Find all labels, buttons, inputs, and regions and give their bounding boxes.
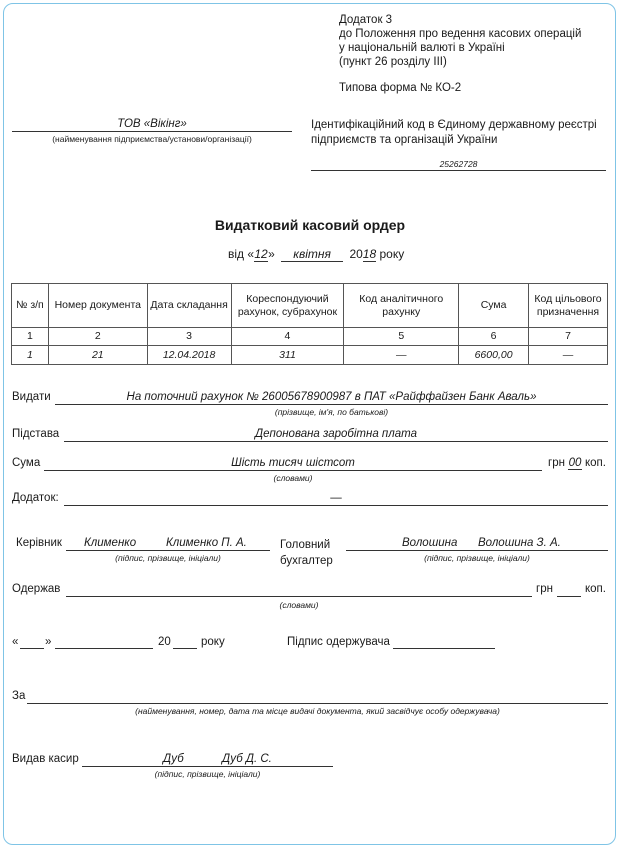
head-label: Керівник <box>16 537 62 549</box>
table-cell: 1 <box>12 346 49 365</box>
header-note-line4: (пункт 26 розділу ІІІ) <box>339 56 447 68</box>
table-cell: 21 <box>48 346 147 365</box>
table-cell: 4 <box>231 328 344 346</box>
date-year-prefix: 20 <box>349 247 363 261</box>
table-header-cell: Дата складання <box>147 284 231 328</box>
table-header-cell: Сума <box>459 284 529 328</box>
received-currency: грн <box>536 583 553 595</box>
table-header-cell: № з/п <box>12 284 49 328</box>
edrpou-underline <box>311 170 606 171</box>
table-header-cell: Код цільового призначення <box>529 284 608 328</box>
edrpou-value: 25262728 <box>439 159 478 169</box>
order-table <box>11 283 608 365</box>
basis-value: Депонована заробітна плата <box>255 428 417 440</box>
table-header-row <box>12 284 608 328</box>
cashier-underline <box>82 766 333 767</box>
by-document-caption: (найменування, номер, дата та місце видачі документа, який засвідчує особу одержувача) <box>135 706 500 716</box>
amount-underline <box>44 470 542 471</box>
header-note-line3: у національній валюті в Україні <box>339 42 505 54</box>
order-date <box>228 247 404 262</box>
chief-accountant-label <box>280 537 333 569</box>
issue-caption: (прізвище, ім'я, по батькові) <box>274 407 389 417</box>
cashier-signature: Дуб <box>163 753 184 765</box>
receipt-day-underline <box>20 648 44 649</box>
table-number-row <box>12 328 608 346</box>
table-cell: 6600,00 <box>459 346 529 365</box>
basis-underline <box>64 441 608 442</box>
amount-kop-label: коп. <box>585 457 606 469</box>
attachment-label: Додаток: <box>12 492 59 504</box>
amount-value: Шість тисяч шістсот <box>231 457 355 469</box>
receipt-year-prefix: 20 <box>158 636 171 648</box>
issue-label: Видати <box>12 391 51 403</box>
chief-accountant-signature: Волошина <box>402 537 458 549</box>
received-kop-underline <box>557 596 581 597</box>
received-caption: (словами) <box>279 600 319 610</box>
issue-value: На поточний рахунок № 26005678900987 в ПАТ «Райффайзен Банк Аваль» <box>126 391 537 403</box>
edrpou-label-line2: підприємств та організацій України <box>311 134 498 146</box>
table-cell: 7 <box>529 328 608 346</box>
receipt-year-underline <box>173 648 197 649</box>
receipt-date-close: » <box>45 636 52 648</box>
edrpou-label <box>311 118 597 148</box>
amount-caption: (словами) <box>273 473 313 483</box>
date-suffix: року <box>379 247 405 261</box>
chief-accountant-label-line1: Головний <box>280 539 331 551</box>
table-header-cell: Кореспондуючий рахунок, субрахунок <box>231 284 344 328</box>
header-note-line1: Додаток 3 <box>339 14 393 26</box>
header-note-line2: до Положення про ведення касових операцій <box>339 28 582 40</box>
recipient-signature-label: Підпис одержувача <box>287 636 390 648</box>
header-note <box>339 13 581 69</box>
head-name: Клименко П. А. <box>166 537 247 549</box>
date-mid: » <box>268 247 275 261</box>
basis-label: Підстава <box>12 428 60 440</box>
received-label: Одержав <box>12 583 61 595</box>
recipient-signature-underline <box>393 648 495 649</box>
table-row <box>12 346 608 365</box>
table-header-cell: Номер документа <box>48 284 147 328</box>
receipt-date-suffix: року <box>201 636 225 648</box>
page-title: Видатковий касовий ордер <box>214 217 406 233</box>
table-header-cell: Код аналітичного рахунку <box>344 284 459 328</box>
cashier-caption: (підпис, прізвище, ініціали) <box>154 769 261 779</box>
head-caption: (підпис, прізвище, ініціали) <box>115 553 221 563</box>
chief-accountant-label-line2: бухгалтер <box>280 555 333 567</box>
chief-accountant-name: Волошина З. А. <box>478 537 561 549</box>
table-cell: 5 <box>344 328 459 346</box>
amount-label: Сума <box>12 457 41 469</box>
date-year-suffix: 18 <box>362 247 377 261</box>
table-cell: 1 <box>12 328 49 346</box>
table-cell: — <box>344 346 459 365</box>
date-month: квітня <box>281 247 343 262</box>
organization-underline <box>12 131 292 132</box>
attachment-underline <box>64 505 608 506</box>
head-signature: Клименко <box>84 537 137 549</box>
table-cell: 6 <box>459 328 529 346</box>
amount-currency: грн <box>548 457 565 469</box>
edrpou-label-line1: Ідентифікаційний код в Єдиному державному реєстрі <box>311 119 597 131</box>
date-prefix: від « <box>228 247 255 261</box>
chief-accountant-caption: (підпис, прізвище, ініціали) <box>424 553 530 563</box>
form-type: Типова форма № КО-2 <box>339 82 462 94</box>
issue-underline <box>55 404 608 405</box>
date-day: 12 <box>254 247 268 261</box>
table-cell: 2 <box>48 328 147 346</box>
organization-name: ТОВ «Вікінг» <box>117 118 187 130</box>
organization-caption: (найменування підприємства/установи/організації) <box>52 134 252 144</box>
table-cell: 311 <box>231 346 344 365</box>
attachment-value: — <box>330 492 342 504</box>
by-document-label: За <box>12 690 26 702</box>
table-cell: 3 <box>147 328 231 346</box>
head-underline <box>66 550 270 551</box>
cashier-label: Видав касир <box>12 753 79 765</box>
amount-kop-value: 00 <box>568 457 582 469</box>
received-kop-label: коп. <box>585 583 606 595</box>
table-cell: — <box>529 346 608 365</box>
receipt-date-open: « <box>12 636 19 648</box>
by-document-underline <box>27 703 608 704</box>
table-cell: 12.04.2018 <box>147 346 231 365</box>
chief-accountant-underline <box>346 550 608 551</box>
cashier-name: Дуб Д. С. <box>222 753 272 765</box>
receipt-month-underline <box>55 648 153 649</box>
received-underline <box>66 596 532 597</box>
